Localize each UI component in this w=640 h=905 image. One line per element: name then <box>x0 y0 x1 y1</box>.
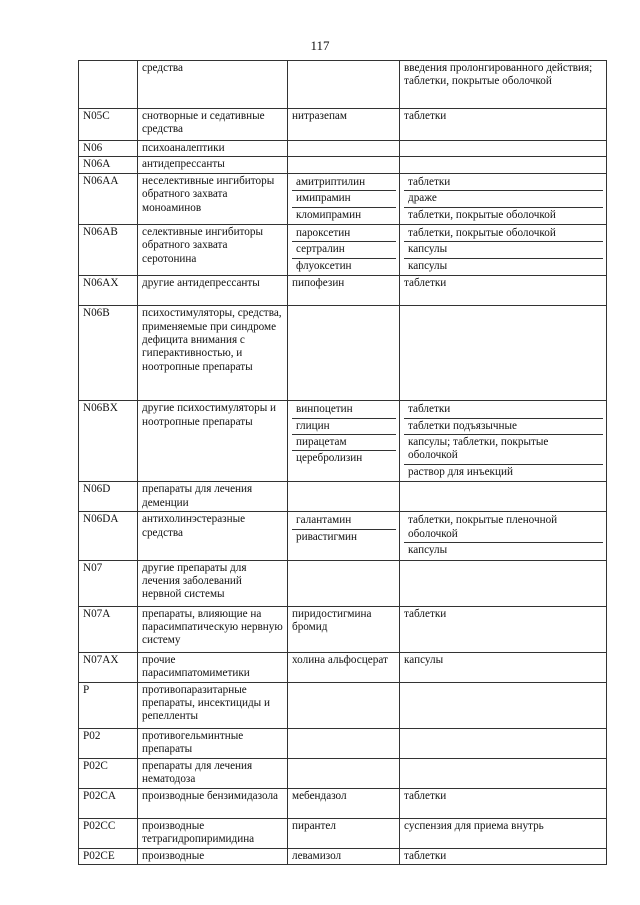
drug-name: пирацетам <box>292 435 396 451</box>
drug-name: галантамин <box>292 513 396 529</box>
drug-name: глицин <box>292 419 396 435</box>
atc-code: P02CC <box>79 818 138 848</box>
atc-code: N06AA <box>79 173 138 224</box>
drug-names <box>288 173 400 224</box>
dosage-forms <box>400 758 607 788</box>
table-row <box>79 512 607 560</box>
drug-group: средства <box>138 61 288 109</box>
atc-code <box>79 61 138 109</box>
drug-group: другие психостимуляторы и ноотропные препараты <box>138 401 288 482</box>
atc-code: N05C <box>79 109 138 141</box>
dosage-forms: таблетки <box>400 848 607 864</box>
dosage-forms: таблетки <box>400 109 607 141</box>
drug-names <box>288 157 400 173</box>
dosage-form: раствор для инъекций <box>408 465 513 478</box>
drug-group: антидепрессанты <box>138 157 288 173</box>
table-row <box>79 818 607 848</box>
drug-names <box>288 682 400 728</box>
drug-name: кломипрамин <box>296 208 362 221</box>
atc-code: P02 <box>79 728 138 758</box>
dosage-form: таблетки, покрытые пленочной оболочкой <box>404 513 603 543</box>
atc-code: N07AX <box>79 652 138 682</box>
dosage-forms <box>400 728 607 758</box>
table-row <box>79 848 607 864</box>
dosage-forms <box>400 512 607 560</box>
table-row <box>79 482 607 512</box>
table-row <box>79 225 607 276</box>
atc-code: N06DA <box>79 512 138 560</box>
drug-names <box>288 560 400 606</box>
dosage-forms <box>400 401 607 482</box>
page-number: 117 <box>310 38 330 53</box>
atc-code: N06BX <box>79 401 138 482</box>
dosage-form: капсулы <box>404 242 603 258</box>
dosage-form: таблетки <box>404 402 603 418</box>
drug-name: винпоцетин <box>292 402 396 418</box>
dosage-forms: введения пролонгированного действия; таблетки, покрытые оболочкой <box>400 61 607 109</box>
dosage-forms <box>400 157 607 173</box>
table-row <box>79 109 607 141</box>
drug-name: церебролизин <box>296 452 363 465</box>
dosage-form: таблетки, покрытые оболочкой <box>408 208 556 221</box>
dosage-forms <box>400 173 607 224</box>
table-row <box>79 401 607 482</box>
drug-names: мебендазол <box>288 788 400 818</box>
dosage-forms <box>400 682 607 728</box>
dosage-forms <box>400 225 607 276</box>
dosage-forms <box>400 560 607 606</box>
drug-names: пипофезин <box>288 276 400 306</box>
dosage-forms <box>400 306 607 401</box>
drug-name: амитриптилин <box>292 175 396 191</box>
drug-group: психостимуляторы, средства, применяемые при синдроме дефицита внимания с гиперактивностью, и ноотропные препараты <box>138 306 288 401</box>
drug-names <box>288 758 400 788</box>
drug-group: неселективные ингибиторы обратного захвата моноаминов <box>138 173 288 224</box>
dosage-form: таблетки <box>404 175 603 191</box>
dosage-forms: таблетки <box>400 788 607 818</box>
drug-group: препараты, влияющие на парасимпатическую нервную систему <box>138 606 288 652</box>
table-row <box>79 157 607 173</box>
drug-group: другие препараты для лечения заболеваний нервной системы <box>138 560 288 606</box>
drug-name: ривастигмин <box>296 530 358 543</box>
drug-names: левамизол <box>288 848 400 864</box>
table-row <box>79 306 607 401</box>
drug-group: производные <box>138 848 288 864</box>
atc-code: P <box>79 682 138 728</box>
drug-group: селективные ингибиторы обратного захвата серотонина <box>138 225 288 276</box>
table-row <box>79 788 607 818</box>
dosage-form: капсулы; таблетки, покрытые оболочкой <box>404 435 603 465</box>
drug-group: прочие парасимпатомиметики <box>138 652 288 682</box>
drug-names <box>288 401 400 482</box>
dosage-forms: капсулы <box>400 652 607 682</box>
dosage-forms: суспензия для приема внутрь <box>400 818 607 848</box>
drug-group: препараты для лечения нематодоза <box>138 758 288 788</box>
drug-names <box>288 225 400 276</box>
atc-code: N07A <box>79 606 138 652</box>
drug-names <box>288 141 400 157</box>
drug-names <box>288 482 400 512</box>
drug-name: сертралин <box>292 242 396 258</box>
table-row <box>79 652 607 682</box>
atc-code: N06AB <box>79 225 138 276</box>
atc-code: N07 <box>79 560 138 606</box>
drug-names <box>288 306 400 401</box>
table-row <box>79 173 607 224</box>
drug-group: психоаналептики <box>138 141 288 157</box>
drug-name: пароксетин <box>292 226 396 242</box>
drug-group: противопаразитарные препараты, инсектициды и репелленты <box>138 682 288 728</box>
table-row <box>79 682 607 728</box>
atc-code: P02CE <box>79 848 138 864</box>
dosage-form: драже <box>404 191 603 207</box>
drug-names: холина альфосцерат <box>288 652 400 682</box>
drug-group: препараты для лечения деменции <box>138 482 288 512</box>
table-row <box>79 276 607 306</box>
drug-names <box>288 728 400 758</box>
table-row <box>79 728 607 758</box>
drug-group: противогельминтные препараты <box>138 728 288 758</box>
drug-names <box>288 512 400 560</box>
drug-group: антихолинэстеразные средства <box>138 512 288 560</box>
drug-name: флуоксетин <box>296 259 352 272</box>
dosage-form: капсулы <box>408 259 448 272</box>
atc-code: N06 <box>79 141 138 157</box>
drug-name: имипрамин <box>292 191 396 207</box>
drug-names <box>288 61 400 109</box>
atc-code: P02CA <box>79 788 138 818</box>
drug-names: нитразепам <box>288 109 400 141</box>
table-row <box>79 141 607 157</box>
drug-names: пирантел <box>288 818 400 848</box>
dosage-forms <box>400 141 607 157</box>
drug-names: пиридостигмина бромид <box>288 606 400 652</box>
atc-code: N06D <box>79 482 138 512</box>
drug-group: производные бензимидазола <box>138 788 288 818</box>
atc-code: P02C <box>79 758 138 788</box>
table-row <box>79 560 607 606</box>
dosage-form: таблетки, покрытые оболочкой <box>404 226 603 242</box>
table-row <box>79 606 607 652</box>
atc-code: N06A <box>79 157 138 173</box>
drug-table <box>78 60 607 865</box>
drug-group: производные тетрагидропиримидина <box>138 818 288 848</box>
table-row <box>79 758 607 788</box>
atc-code: N06AX <box>79 276 138 306</box>
dosage-forms: таблетки <box>400 606 607 652</box>
dosage-forms <box>400 482 607 512</box>
dosage-forms: таблетки <box>400 276 607 306</box>
dosage-form: капсулы <box>408 544 448 557</box>
dosage-form: таблетки подъязычные <box>404 419 603 435</box>
table-row <box>79 61 607 109</box>
drug-group: другие антидепрессанты <box>138 276 288 306</box>
atc-code: N06B <box>79 306 138 401</box>
drug-group: снотворные и седативные средства <box>138 109 288 141</box>
